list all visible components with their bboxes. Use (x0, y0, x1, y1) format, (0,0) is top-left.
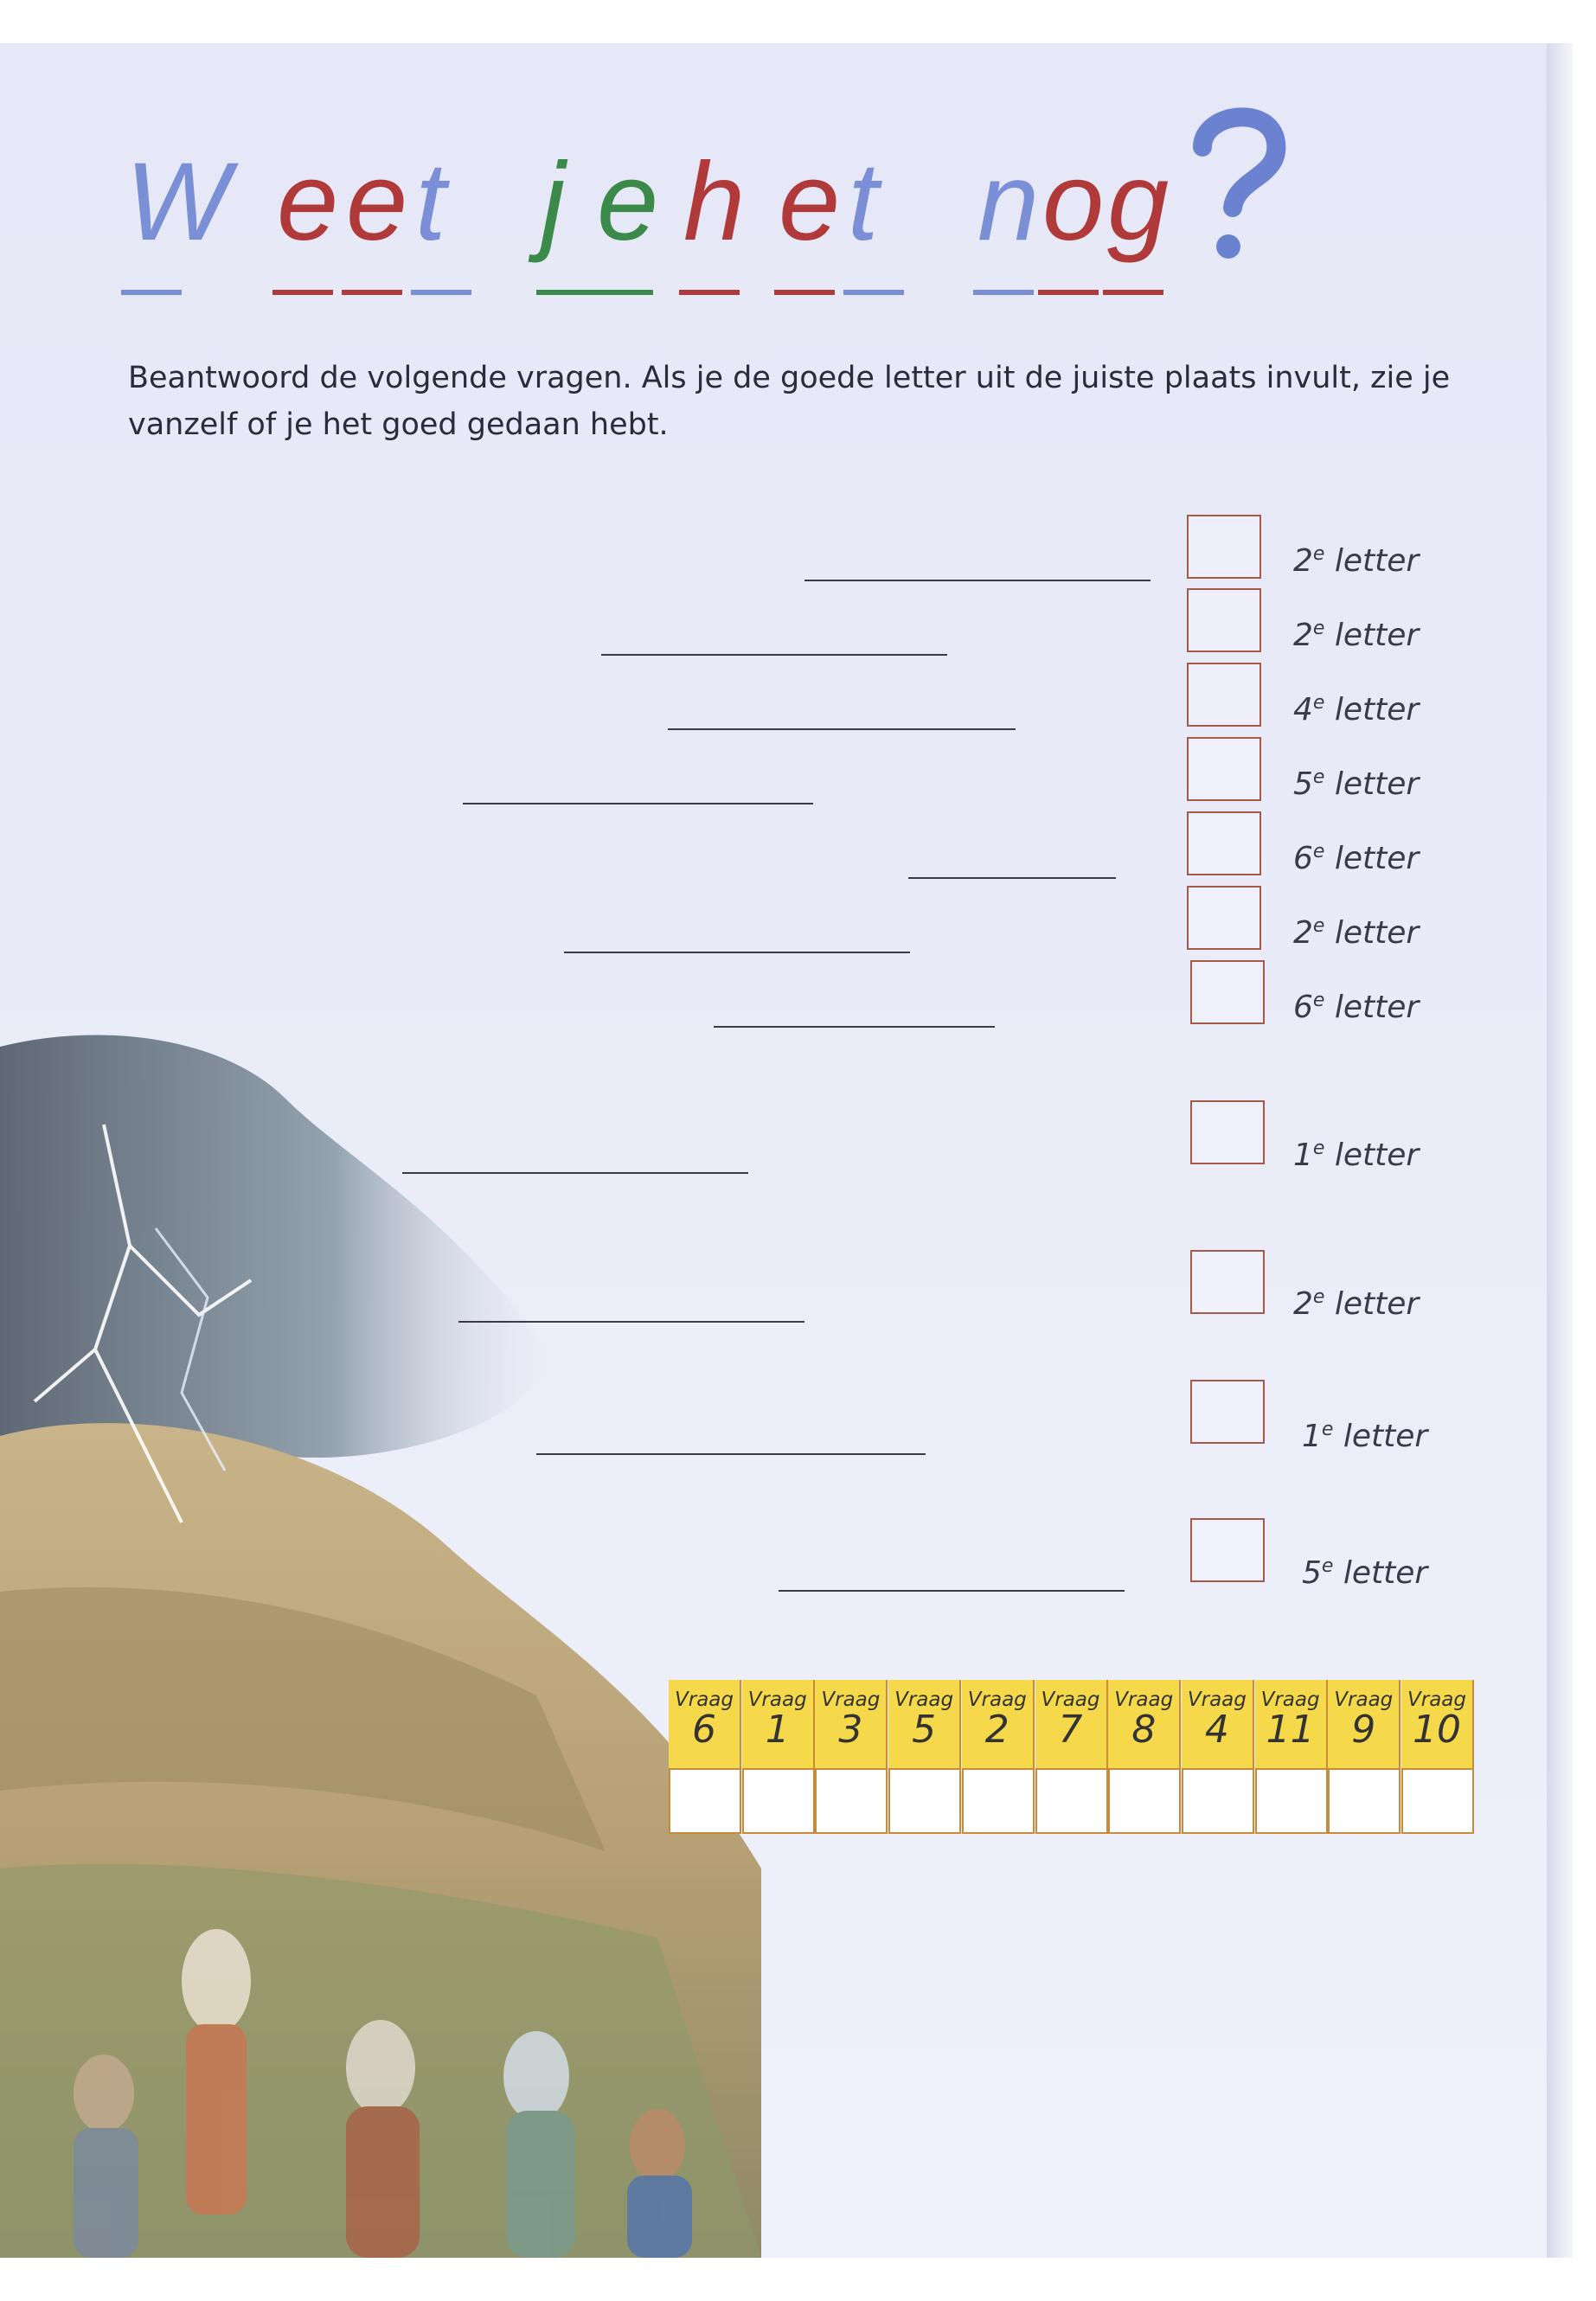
title-letter: t (415, 140, 446, 264)
letter-word: letter (1333, 1419, 1428, 1454)
grid-header-label: Vraag (1407, 1689, 1466, 1711)
instructions-text: Beantwoord de volgende vragen. Als je de goede letter uit de juiste plaats invult, zie je vanzelf of je het goed gedaan hebt. (128, 361, 1451, 442)
ordinal-suffix: e (1312, 915, 1325, 937)
title-underline (536, 290, 597, 295)
ordinal-suffix: e (1312, 1286, 1325, 1308)
answer-blank-line[interactable] (779, 1590, 1125, 1592)
title-underline (1103, 290, 1163, 295)
grid-header-label: Vraag (821, 1689, 881, 1711)
ordinal-suffix: e (1312, 990, 1325, 1011)
letter-position-number: 6 (1293, 990, 1313, 1025)
ordinal-suffix: e (1312, 841, 1325, 862)
answer-blank-line[interactable] (804, 580, 1151, 581)
letter-position-label (1293, 766, 1419, 802)
title-underline (843, 290, 904, 295)
ordinal-suffix: e (1321, 1419, 1334, 1440)
grid-question-number: 11 (1266, 1708, 1315, 1752)
letter-position-label (1293, 618, 1419, 653)
grid-answer-cell[interactable] (669, 1768, 741, 1834)
grid-question-number: 5 (912, 1708, 937, 1752)
title-letter: n (977, 140, 1040, 264)
letter-box[interactable] (1187, 737, 1261, 801)
grid-header-label: Vraag (1041, 1689, 1100, 1711)
title-underline (679, 290, 740, 295)
letter-word: letter (1324, 543, 1420, 579)
title-letter: o (1042, 140, 1105, 264)
letter-word: letter (1324, 618, 1420, 653)
letter-box[interactable] (1190, 1518, 1265, 1582)
letter-position-number: 4 (1293, 692, 1313, 727)
grid-question-number: 1 (765, 1708, 790, 1752)
ordinal-suffix: e (1312, 543, 1325, 565)
letter-box[interactable] (1190, 1100, 1265, 1164)
grid-header-label: Vraag (1260, 1689, 1320, 1711)
letter-position-number: 2 (1293, 915, 1313, 951)
letter-word: letter (1324, 766, 1420, 802)
answer-blank-line[interactable] (402, 1172, 748, 1174)
letter-position-number: 1 (1302, 1419, 1322, 1454)
answer-blank-line[interactable] (536, 1453, 926, 1455)
letter-box[interactable] (1190, 1380, 1265, 1444)
answer-blank-line[interactable] (668, 728, 1016, 730)
letter-box[interactable] (1187, 886, 1261, 950)
title-letter: t (848, 140, 879, 264)
letter-word: letter (1324, 915, 1420, 951)
grid-question-number: 9 (1351, 1708, 1376, 1752)
title-letter: g (1107, 140, 1170, 264)
letter-position-number: 2 (1293, 618, 1313, 653)
grid-header-label: Vraag (747, 1689, 807, 1711)
title-underline (411, 290, 471, 295)
grid-header-cell (1108, 1680, 1181, 1768)
letter-position-label (1293, 692, 1419, 727)
grid-header-cell (962, 1680, 1035, 1768)
grid-answer-cell[interactable] (1182, 1768, 1254, 1834)
letter-box[interactable] (1190, 960, 1265, 1024)
grid-answer-cell[interactable] (1035, 1768, 1108, 1834)
title-letter: h (683, 140, 746, 264)
answer-blank-line[interactable] (714, 1026, 995, 1028)
letter-position-label (1293, 915, 1419, 951)
worksheet-page (0, 43, 1573, 2258)
ordinal-suffix: e (1312, 1138, 1325, 1159)
grid-question-number: 7 (1058, 1708, 1083, 1752)
grid-header-label: Vraag (967, 1689, 1027, 1711)
letter-position-number: 1 (1293, 1138, 1313, 1173)
letter-position-number: 6 (1293, 841, 1313, 876)
ordinal-suffix: e (1312, 618, 1325, 639)
grid-answer-cell[interactable] (815, 1768, 888, 1834)
title-letter: e (346, 140, 408, 264)
letter-word: letter (1333, 1555, 1428, 1591)
grid-header-label: Vraag (894, 1689, 954, 1711)
letter-position-label (1293, 543, 1419, 579)
letter-word: letter (1324, 1286, 1420, 1322)
grid-header-label: Vraag (675, 1689, 734, 1711)
answer-blank-line[interactable] (564, 952, 910, 953)
title-underline (973, 290, 1034, 295)
title-underline (272, 290, 333, 295)
ordinal-suffix: e (1312, 692, 1325, 714)
title-letter: j (541, 140, 566, 264)
grid-answer-cell[interactable] (1108, 1768, 1181, 1834)
grid-question-number: 8 (1131, 1708, 1157, 1752)
page-title (125, 104, 1336, 303)
answer-blank-line[interactable] (458, 1321, 804, 1323)
letter-position-number: 5 (1302, 1555, 1322, 1591)
grid-header-cell (815, 1680, 888, 1768)
letter-position-number: 2 (1293, 1286, 1313, 1322)
letter-word: letter (1324, 692, 1420, 727)
question-mark-icon (1185, 104, 1289, 268)
title-underline (342, 290, 402, 295)
grid-header-cell (1035, 1680, 1108, 1768)
letter-word: letter (1324, 841, 1420, 876)
answer-grid (669, 1680, 1475, 1836)
letter-position-label (1293, 841, 1419, 876)
letter-position-label (1293, 1286, 1419, 1322)
title-letter: e (779, 140, 841, 264)
letter-word: letter (1324, 990, 1420, 1025)
letter-position-label (1293, 1138, 1419, 1173)
mount-sinai-illustration (0, 986, 779, 2258)
grid-header-cell (1182, 1680, 1254, 1768)
grid-answer-cell[interactable] (742, 1768, 815, 1834)
letter-box[interactable] (1187, 515, 1261, 579)
grid-question-number: 2 (984, 1708, 1010, 1752)
grid-answer-cell[interactable] (1401, 1768, 1474, 1834)
title-underline (1038, 290, 1099, 295)
grid-question-number: 4 (1204, 1708, 1229, 1752)
title-letter: e (277, 140, 339, 264)
grid-question-number: 6 (692, 1708, 716, 1752)
letter-position-label (1302, 1555, 1427, 1591)
grid-question-number: 10 (1413, 1708, 1461, 1752)
title-underline (121, 290, 182, 295)
letter-position-label (1293, 990, 1419, 1025)
letter-position-number: 5 (1293, 766, 1313, 802)
grid-header-cell (669, 1680, 741, 1768)
answer-blank-line[interactable] (908, 877, 1116, 879)
grid-answer-cell[interactable] (1255, 1768, 1328, 1834)
ordinal-suffix: e (1321, 1555, 1334, 1577)
ordinal-suffix: e (1312, 766, 1325, 788)
grid-header-cell (742, 1680, 815, 1768)
grid-answer-cell[interactable] (962, 1768, 1035, 1834)
letter-box[interactable] (1187, 663, 1261, 727)
letter-word: letter (1324, 1138, 1420, 1173)
letter-position-number: 2 (1293, 543, 1313, 579)
grid-header-label: Vraag (1187, 1689, 1247, 1711)
title-letter: e (597, 140, 659, 264)
grid-answer-cell[interactable] (888, 1768, 961, 1834)
letter-box[interactable] (1187, 588, 1261, 652)
grid-header-label: Vraag (1114, 1689, 1174, 1711)
grid-answer-cell[interactable] (1328, 1768, 1401, 1834)
grid-header-cell (1255, 1680, 1328, 1768)
grid-header-cell (888, 1680, 961, 1768)
letter-box[interactable] (1187, 811, 1261, 875)
grid-question-number: 3 (838, 1708, 863, 1752)
grid-header-label: Vraag (1334, 1689, 1394, 1711)
title-letter: W (125, 140, 230, 264)
letter-position-label (1302, 1419, 1427, 1454)
letter-box[interactable] (1190, 1250, 1265, 1314)
grid-header-cell (1328, 1680, 1401, 1768)
title-underline (593, 290, 653, 295)
page-binding-edge (1547, 43, 1573, 2258)
answer-blank-line[interactable] (463, 803, 813, 804)
title-underline (774, 290, 835, 295)
grid-header-cell (1401, 1680, 1474, 1768)
answer-blank-line[interactable] (601, 654, 947, 656)
